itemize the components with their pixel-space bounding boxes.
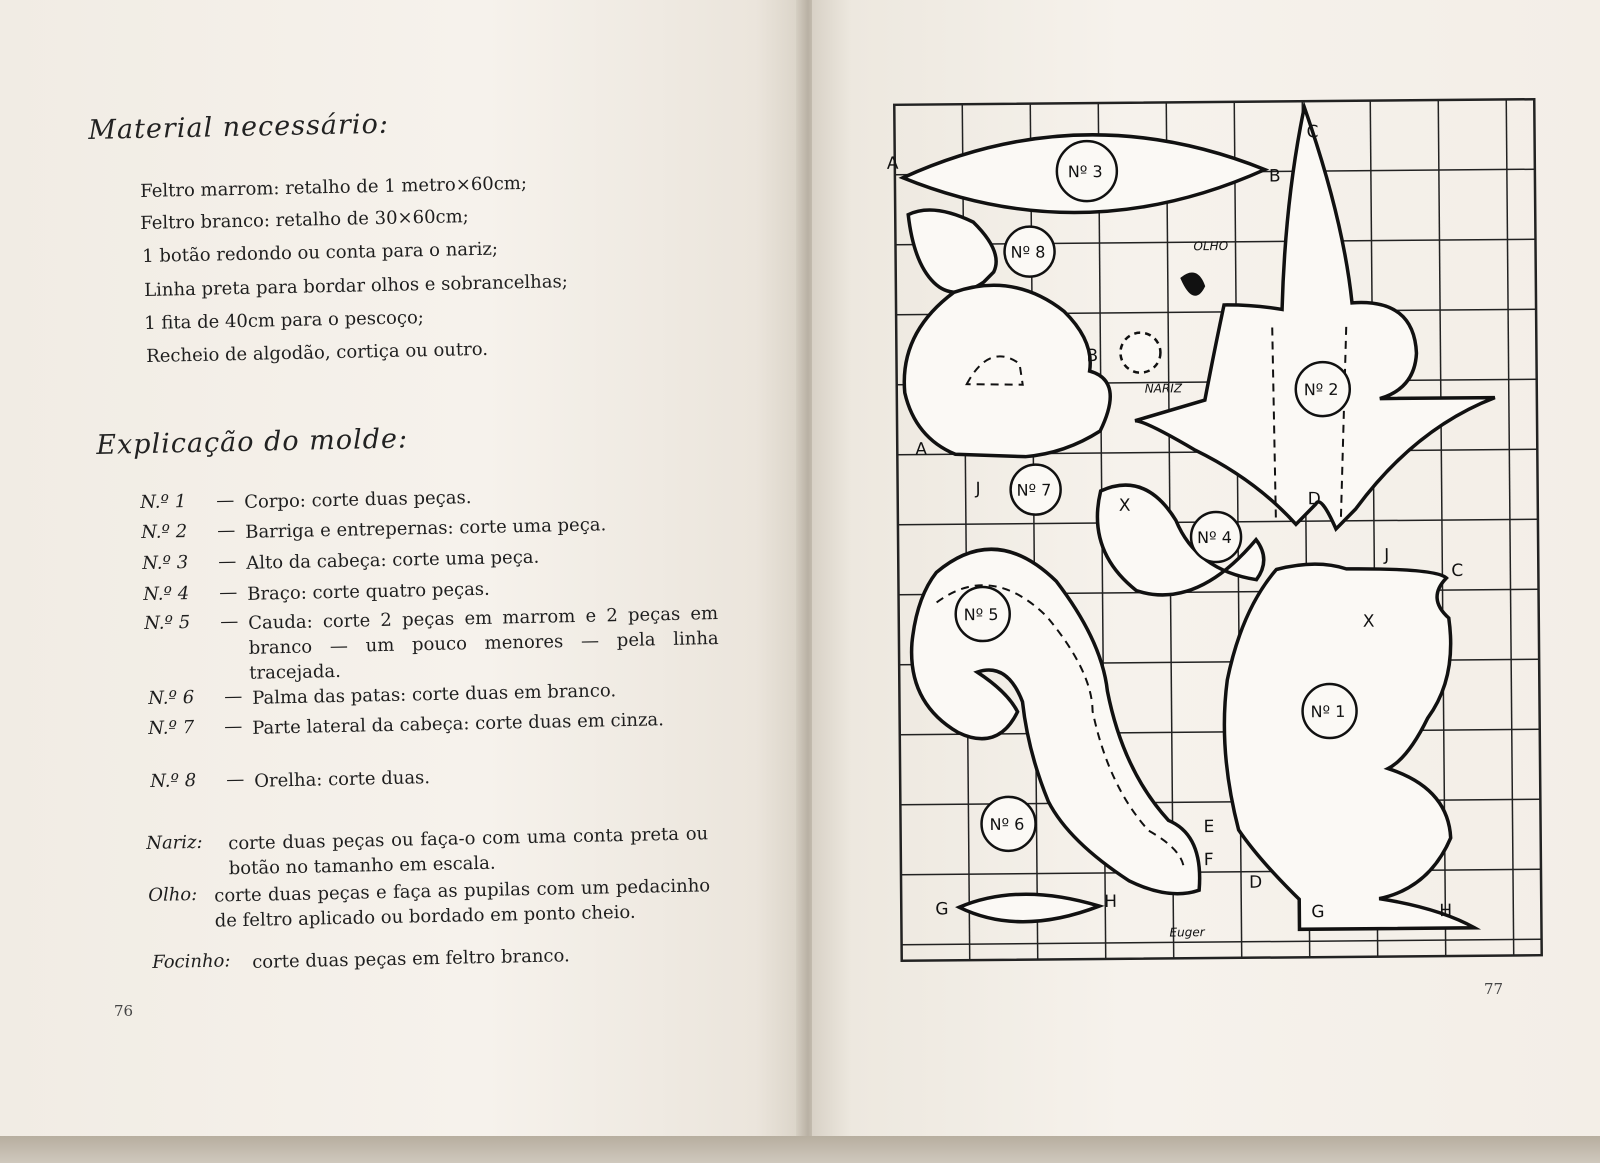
piece-number: N.º 1 <box>140 491 187 513</box>
nose-circle <box>1120 333 1160 373</box>
piece-description: Alto da cabeça: corte uma peça. <box>246 546 540 574</box>
piece-label: Nº 8 <box>1010 242 1046 262</box>
svg-text:X: X <box>1118 495 1131 516</box>
svg-text:H: H <box>1104 891 1118 913</box>
piece-8-outline <box>908 209 996 292</box>
svg-text:C: C <box>1451 560 1464 581</box>
piece-number: N.º 6 <box>148 687 195 709</box>
dash: — <box>219 611 239 633</box>
extra-text: corte duas peças e faça as pupilas com um pedacinho de feltro aplicado ou bordado em ponto cheio. <box>214 875 711 932</box>
svg-text:F: F <box>1203 850 1214 871</box>
material-item: Recheio de algodão, cortiça ou outro. <box>146 338 489 367</box>
piece-description: Parte lateral da cabeça: corte duas em cinza. <box>252 709 665 739</box>
heading-explicacao: Explicação do molde: <box>96 423 409 461</box>
piece-description: Palma das patas: corte duas em branco. <box>252 680 617 709</box>
svg-text:D: D <box>1307 489 1321 510</box>
piece-label: Nº 4 <box>1196 527 1232 548</box>
svg-text:C: C <box>1306 122 1319 143</box>
piece-description: Corpo: corte duas peças. <box>244 487 472 513</box>
dash: — <box>217 551 237 573</box>
signature: Euger <box>1169 925 1205 940</box>
svg-text:E: E <box>1203 817 1215 838</box>
piece-description: Braço: corte quatro peças. <box>247 578 490 605</box>
page-number-left: 76 <box>114 1002 134 1020</box>
piece-number: N.º 7 <box>148 717 195 739</box>
page-number-right: 77 <box>1484 980 1504 998</box>
extra-label: Focinho: <box>152 950 231 973</box>
extra-label: Olho: <box>148 883 198 906</box>
left-page <box>0 0 804 1140</box>
piece-label: Nº 7 <box>1016 480 1052 500</box>
dash: — <box>216 520 236 542</box>
eye-pupil <box>1182 274 1204 295</box>
piece-5-outline <box>911 547 1200 896</box>
svg-text:G: G <box>935 899 949 920</box>
svg-text:A: A <box>886 153 899 174</box>
svg-text:D: D <box>1248 872 1263 893</box>
nose-label: NARIZ <box>1144 381 1183 396</box>
piece-number: N.º 8 <box>150 770 197 792</box>
piece-label: Nº 3 <box>1067 161 1103 182</box>
svg-text:B: B <box>1086 346 1099 367</box>
svg-text:J: J <box>975 479 981 500</box>
dash: — <box>215 490 235 512</box>
book-bottom-edge <box>0 1136 1600 1163</box>
svg-text:B: B <box>1268 166 1281 187</box>
material-item: Linha preta para bordar olhos e sobrancelhas; <box>144 271 569 301</box>
extra-text: corte duas peças ou faça-o com uma conta preta ou botão no tamanho em escala. <box>228 823 709 880</box>
material-item: Feltro marrom: retalho de 1 metro×60cm; <box>140 172 528 202</box>
dash: — <box>223 686 243 708</box>
piece-number: N.º 3 <box>142 552 189 574</box>
extra-label: Nariz: <box>146 831 203 854</box>
heading-material: Material necessário: <box>88 108 390 146</box>
piece-7-outline <box>903 284 1110 457</box>
dash: — <box>225 769 245 791</box>
svg-text:J: J <box>1384 545 1390 566</box>
piece-number: N.º 2 <box>141 521 188 543</box>
svg-text:H: H <box>1439 900 1453 922</box>
piece-label: Nº 6 <box>989 814 1025 835</box>
piece-description: Orelha: corte duas. <box>254 767 431 792</box>
piece-label: Nº 5 <box>963 604 999 625</box>
material-item: Feltro branco: retalho de 30×60cm; <box>140 206 469 234</box>
svg-text:X: X <box>1362 611 1375 632</box>
eye-label: OLHO <box>1193 238 1229 254</box>
svg-text:A: A <box>915 439 928 460</box>
dash: — <box>223 716 243 738</box>
piece-label: Nº 1 <box>1310 701 1346 722</box>
material-item: 1 fita de 40cm para o pescoço; <box>144 307 425 334</box>
extra-text: corte duas peças em feltro branco. <box>252 945 570 973</box>
piece-description: Barriga e entrepernas: corte uma peça. <box>245 514 607 543</box>
sewing-pattern-diagram <box>886 97 1544 965</box>
svg-text:G: G <box>1311 902 1325 923</box>
material-item: 1 botão redondo ou conta para o nariz; <box>142 238 499 267</box>
piece-label: Nº 2 <box>1303 379 1339 400</box>
piece-6-outline <box>959 894 1099 923</box>
piece-number: N.º 5 <box>144 612 191 634</box>
piece-description: Cauda: corte 2 peças em marrom e 2 peças em branco — um pouco menores — pela linha tracejada. <box>248 602 719 684</box>
dash: — <box>218 582 238 604</box>
piece-number: N.º 4 <box>143 583 190 605</box>
